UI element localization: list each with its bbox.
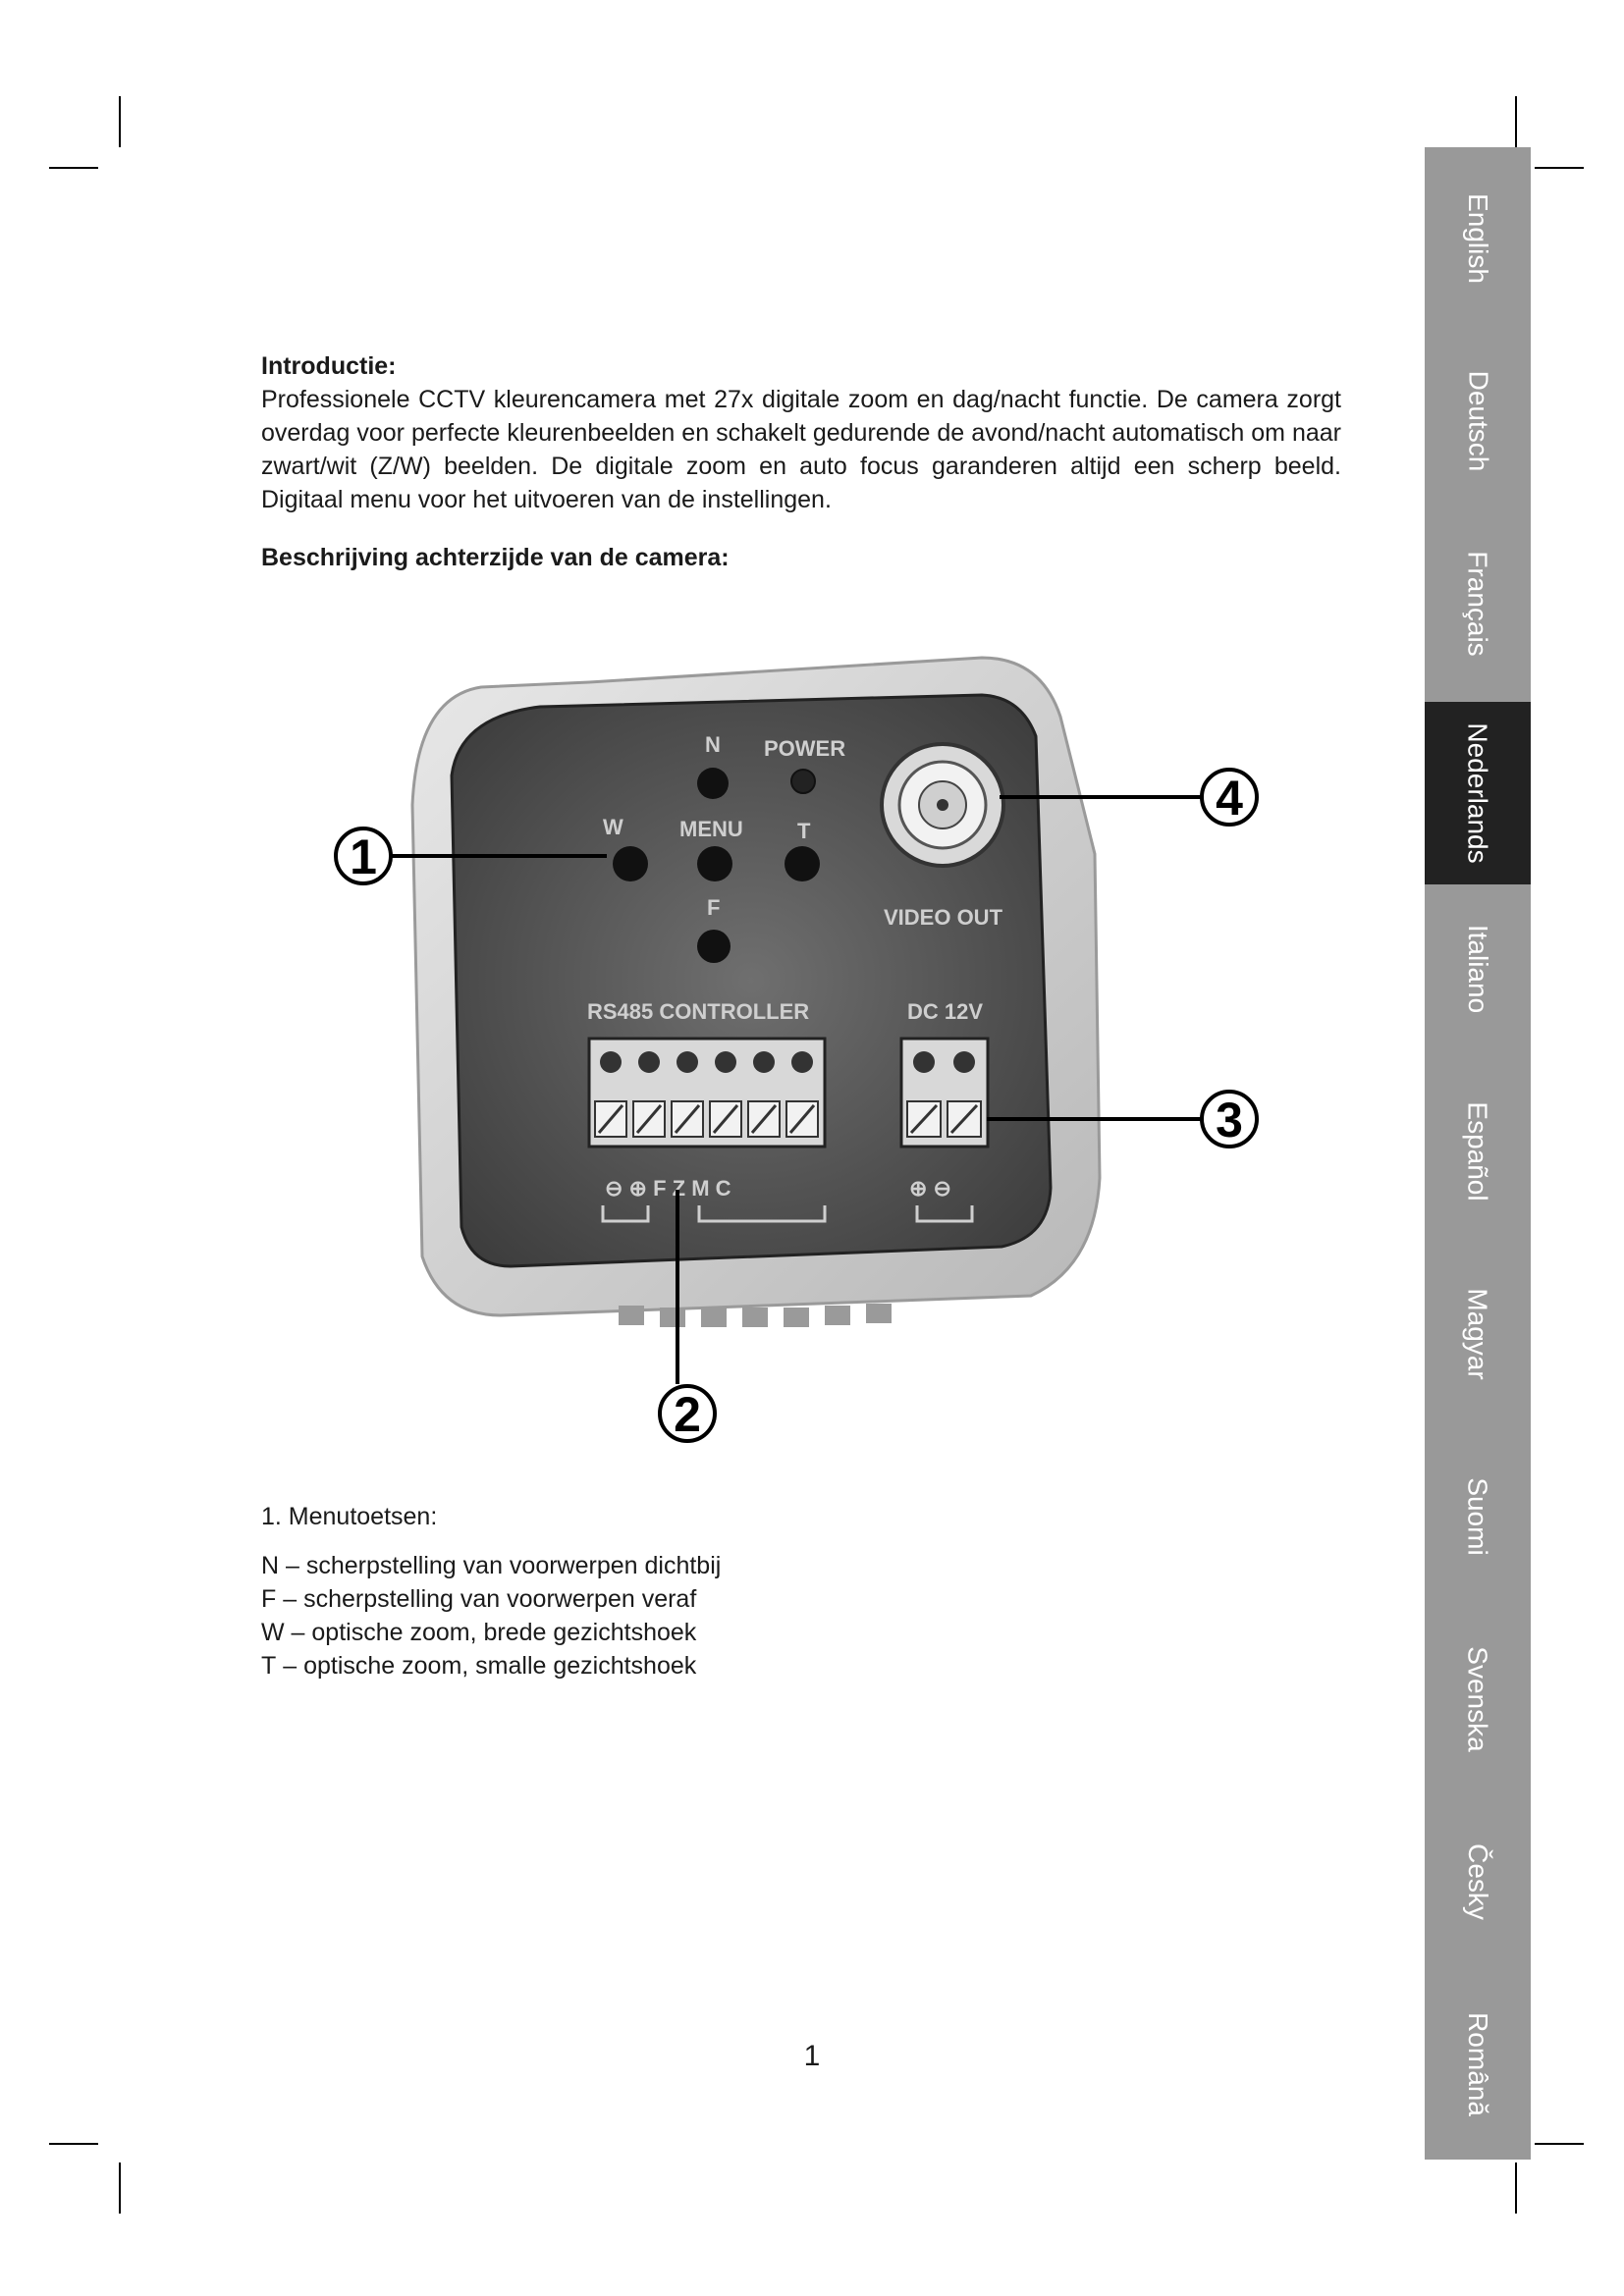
tab-label: English [1463,193,1493,284]
label-menu: MENU [679,817,743,841]
power-led [791,770,815,793]
list-item-desc: – optische zoom, smalle gezichtshoek [276,1652,697,1680]
tab-label: Română [1463,2012,1493,2116]
description-heading: Beschrijving achterzijde van de camera: [261,544,730,571]
page-number: 1 [803,2040,821,2072]
label-rs485: RS485 CONTROLLER [587,999,810,1024]
tab-espanol[interactable] [1425,1060,1531,1243]
list-item-desc: – optische zoom, brede gezichtshoek [284,1619,697,1646]
label-video-out: VIDEO OUT [884,905,1003,930]
language-sidebar [1425,147,1531,2160]
menu-keys-list [261,1549,721,1682]
intro-heading: Introductie: [261,352,397,380]
tab-label: Svenska [1463,1646,1493,1752]
tab-label: Español [1463,1101,1493,1201]
tab-label: Deutsch [1463,370,1493,472]
menu-keys-title: 1. Menutoetsen: [261,1503,438,1530]
crop-mark-bottom-left-h [49,2143,98,2145]
button-w [613,846,648,881]
camera-back-figure [295,628,1335,1463]
label-f: F [707,895,721,920]
tab-label: Français [1463,551,1493,657]
label-n: N [705,732,721,757]
list-item-key: W [261,1619,285,1646]
list-item-desc: – scherpstelling van voorwerpen veraf [276,1585,697,1613]
list-item [261,1649,721,1682]
tab-francais[interactable] [1425,512,1531,695]
tab-italiano[interactable] [1425,878,1531,1060]
crop-mark-top-right-v [1515,96,1517,147]
crop-mark-top-left-h [49,167,98,169]
tab-english[interactable] [1425,147,1531,330]
crop-mark-top-right-h [1535,167,1584,169]
crop-mark-bottom-right-h [1535,2143,1584,2145]
tab-cesky[interactable] [1425,1790,1531,1973]
list-item-key: F [261,1585,277,1613]
label-t: T [797,819,811,843]
tab-label: Česky [1462,1843,1493,1920]
label-dc-terminals: ⊕ ⊖ [909,1176,951,1201]
list-item-key: N [261,1552,280,1579]
tab-magyar[interactable] [1425,1243,1531,1425]
callout-3: 3 [1216,1093,1243,1148]
list-item [261,1549,721,1582]
list-item [261,1616,721,1649]
crop-mark-bottom-right-v [1515,2163,1517,2214]
list-item-desc: – scherpstelling van voorwerpen dichtbij [279,1552,722,1579]
tab-romana[interactable] [1425,1973,1531,2156]
tab-label: Magyar [1463,1288,1493,1380]
label-terminals: ⊖ ⊕ F Z M C [605,1176,731,1201]
tab-label: Italiano [1462,924,1493,1014]
callout-1: 1 [350,829,377,884]
intro-paragraph: Professionele CCTV kleurencamera met 27x digitale zoom en dag/nacht functie. De camera zorgt overdag voor perfecte kleurenbeelden en schakelt gedurende de avond/nacht automatisch om naar zwart/wit (Z/W) beelden. De digitale zoom en auto focus garanderen altijd een scherp beeld. Digitaal menu voor het uitvoeren van de instellingen. [261,386,1341,513]
button-menu [697,846,732,881]
button-n [697,768,729,799]
button-t [785,846,820,881]
button-f [697,930,731,963]
bnc-connector [882,744,1003,866]
label-power: POWER [764,736,846,761]
list-item-key: T [261,1652,277,1680]
tab-label: Nederlands [1463,722,1494,864]
tab-label: Suomi [1463,1477,1493,1556]
tab-deutsch[interactable] [1425,330,1531,512]
callout-2: 2 [674,1387,701,1442]
callout-4: 4 [1216,771,1243,826]
crop-mark-top-left-v [119,96,121,147]
label-dc: DC 12V [907,999,984,1024]
tab-nederlands[interactable] [1425,702,1531,884]
tab-svenska[interactable] [1425,1608,1531,1790]
intro-section [261,349,1341,516]
label-w: W [603,815,623,839]
tab-suomi[interactable] [1425,1425,1531,1608]
list-item [261,1582,721,1616]
crop-mark-bottom-left-v [119,2163,121,2214]
